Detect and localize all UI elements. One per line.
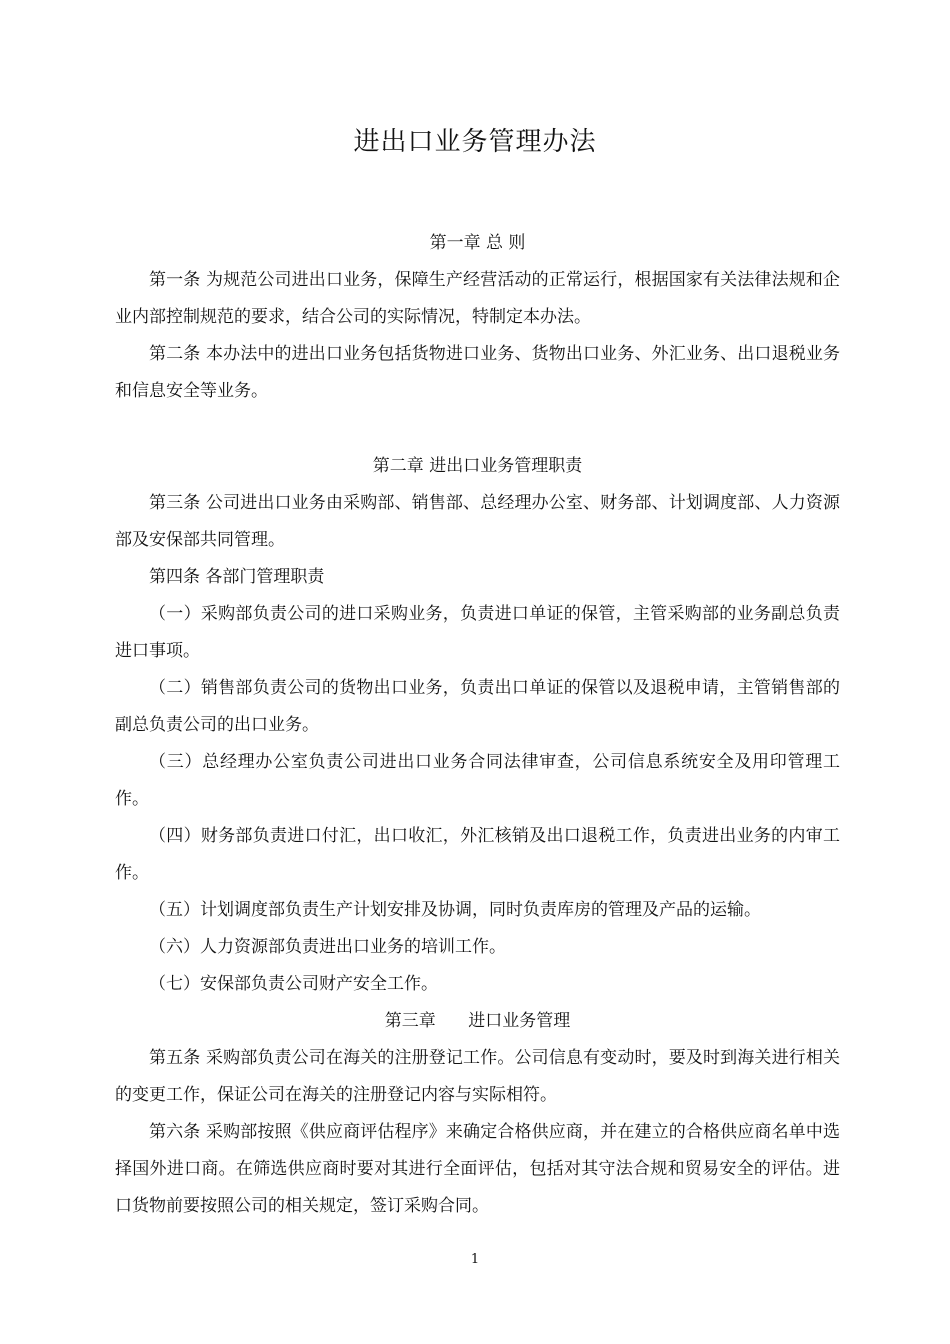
document-title: 进出口业务管理办法 (353, 127, 597, 157)
page-number: 1 (470, 1252, 480, 1267)
document-body (115, 225, 840, 1225)
duty-item-7: （七）安保部负责公司财产安全工作。 (149, 974, 438, 994)
duty-item-6: （六）人力资源部负责进出口业务的培训工作。 (149, 937, 506, 957)
article-4: 第四条 各部门管理职责 (149, 567, 325, 587)
duty-item-5: （五）计划调度部负责生产计划安排及协调，同时负责库房的管理及产品的运输。 (149, 900, 761, 920)
duty-item-1: （一）采购部负责公司的进口采购业务，负责进口单证的保管，主管采购部的业务副总负责进口事项。 (115, 604, 840, 661)
article-2: 第二条 本办法中的进出口业务包括货物进口业务、货物出口业务、外汇业务、出口退税业务和信息安全等业务。 (115, 344, 840, 401)
chapter-3-heading: 第三章 进口业务管理 (384, 1011, 571, 1031)
duty-item-4: （四）财务部负责进口付汇，出口收汇，外汇核销及出口退税工作，负责进出业务的内审工作。 (115, 826, 840, 883)
article-6: 第六条 采购部按照《供应商评估程序》来确定合格供应商，并在建立的合格供应商名单中选择国外进口商。在筛选供应商时要对其进行全面评估，包括对其守法合规和贸易安全的评估。进口货物前要按照公司的相关规定，签订采购合同。 (115, 1122, 840, 1216)
chapter-1-heading: 第一章 总 则 (429, 233, 526, 253)
article-3: 第三条 公司进出口业务由采购部、销售部、总经理办公室、财务部、计划调度部、人力资源部及安保部共同管理。 (115, 493, 840, 550)
article-5: 第五条 采购部负责公司在海关的注册登记工作。公司信息有变动时，要及时到海关进行相关的变更工作，保证公司在海关的注册登记内容与实际相符。 (115, 1048, 840, 1105)
duty-item-3: （三）总经理办公室负责公司进出口业务合同法律审查，公司信息系统安全及用印管理工作。 (115, 752, 840, 809)
duty-item-2: （二）销售部负责公司的货物出口业务，负责出口单证的保管以及退税申请，主管销售部的副总负责公司的出口业务。 (115, 678, 840, 735)
article-1: 第一条 为规范公司进出口业务，保障生产经营活动的正常运行，根据国家有关法律法规和企业内部控制规范的要求，结合公司的实际情况，特制定本办法。 (115, 270, 840, 327)
section-spacer (115, 410, 840, 448)
chapter-2-heading: 第二章 进出口业务管理职责 (372, 456, 583, 476)
